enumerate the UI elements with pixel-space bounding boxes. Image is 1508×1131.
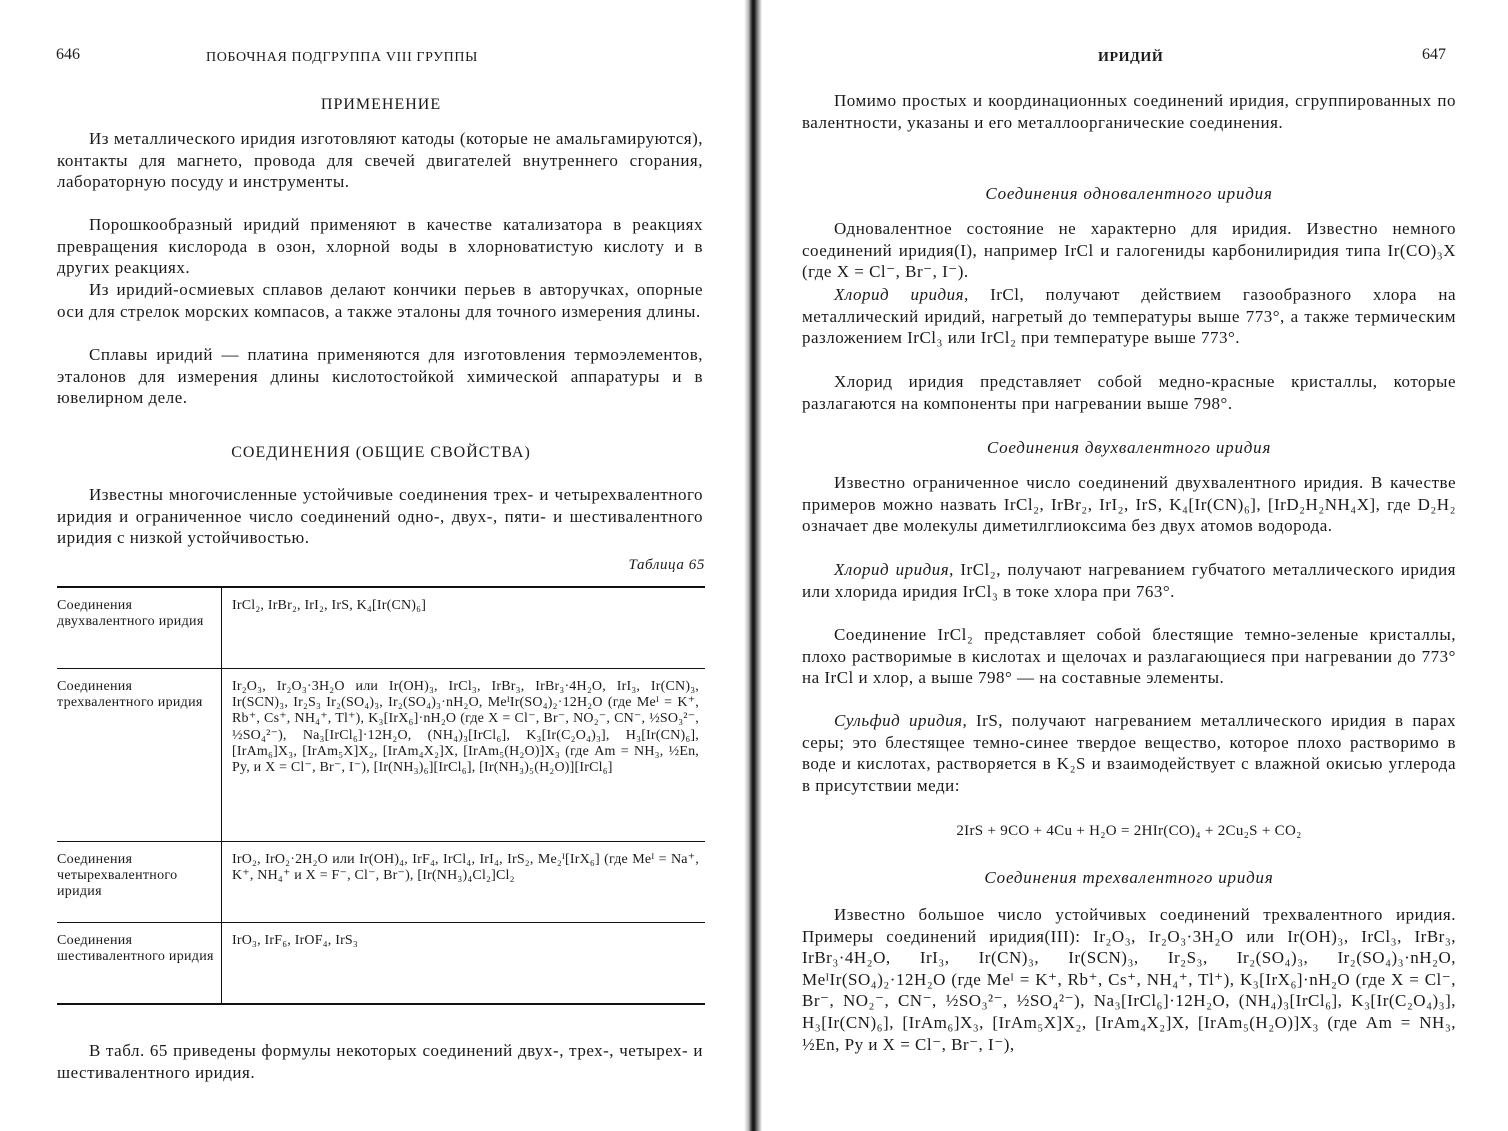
section-heading-trivalent: Соединения трехвалентного иридия: [984, 868, 1274, 887]
paragraph: Известно ограниченное число соединений двухвалентного иридия. В качестве примеров можно назвать IrCl₂, IrBr₂, IrI₂, IrS, K₄[Ir(CN)₆], [IrD₂H₂NH₄X], где D₂H₂ означает две молекулы диметилглиоксима без двух атомов водорода.: [802, 473, 1456, 536]
table-row: [57, 842, 705, 923]
table-cell-label: Соединения двухвалентного иридия: [57, 587, 222, 669]
table-cell-content: IrO₃, IrF₆, IrOF₄, IrS₃: [222, 923, 706, 1005]
table-row: [57, 923, 705, 1005]
page-number: 646: [56, 46, 80, 63]
table-cell-label: Соединения трехвалентного иридия: [57, 669, 222, 842]
paragraph: [802, 559, 1456, 602]
section-heading-monovalent: Соединения одновалентного иридия: [985, 184, 1273, 203]
paragraph: Одновалентное состояние не характерно для иридия. Известно немного соединений иридия(I), например IrCl и галогениды карбонилиридия типа Ir(CO)₃X (где X = Cl⁻, Br⁻, I⁻).: [802, 219, 1456, 282]
term: Сульфид иридия,: [834, 711, 968, 730]
compounds-table: [57, 586, 705, 1005]
table-cell-label: Соединения четырехвалентного иридия: [57, 842, 222, 923]
paragraph-text: IrCl, получают действием газообразного хлора на металлический иридий, нагретый до температуры выше 773°, а также термическим разложением IrCl₃ или IrCl₂ при температуре выше 773°.: [802, 285, 1456, 348]
table-row: [57, 669, 705, 842]
paragraph-text: IrCl₂, получают нагреванием губчатого металлического иридия или хлорида иридия IrCl₃ в токе хлора при 763°.: [802, 560, 1456, 601]
section-heading-application: ПРИМЕНЕНИЕ: [320, 96, 442, 113]
paragraph: Известны многочисленные устойчивые соединения трех- и четырехвалентного иридия и ограниченное число соединений одно-, двух-, пяти- и шестивалентного иридия с низкой устойчивостью.: [57, 485, 703, 548]
paragraph: [802, 284, 1456, 349]
table-row: [57, 587, 705, 669]
book-spine: [744, 0, 762, 1131]
paragraph: Соединение IrCl₂ представляет собой блестящие темно-зеленые кристаллы, плохо растворимые в кислотах и щелочах и разлагающиеся при нагревании до 773° на IrCl и хлор, а выше 798° — на составные элементы.: [802, 625, 1456, 688]
paragraph: [802, 710, 1456, 796]
term: Хлорид иридия,: [834, 560, 954, 579]
term: Хлорид иридия,: [834, 285, 969, 304]
table-caption: Таблица 65: [628, 557, 705, 573]
section-heading-divalent: Соединения двухвалентного иридия: [986, 438, 1272, 457]
paragraph: Хлорид иридия представляет собой медно-красные кристаллы, которые разлагаются на компоненты при нагревании выше 798°.: [802, 372, 1456, 413]
running-head: ИРИДИЙ: [1098, 50, 1164, 65]
paragraph: Сплавы иридий — платина применяются для изготовления термоэлементов, эталонов для измерения длины кислотостойкой химической аппаратуры и в ювелирном деле.: [57, 345, 703, 408]
running-head: ПОБОЧНАЯ ПОДГРУППА VIII ГРУППЫ: [206, 50, 478, 65]
paragraph-text: IrS, получают нагреванием металлического иридия в парах серы; это блестящее темно-синее твердое вещество, которое плохо растворимо в воде и кислотах, растворяется в K₂S и взаимодействует с влажной окисью углерода в присутствии меди:: [802, 711, 1457, 795]
section-heading-compounds: СОЕДИНЕНИЯ (ОБЩИЕ СВОЙСТВА): [231, 444, 531, 461]
table-cell-content: IrO₂, IrO₂·2H₂O или Ir(OH)₄, IrF₄, IrCl₄, IrI₄, IrS₂, Me₂ᴵ[IrX₆] (где Meᴵ = Na⁺, K⁺, NH₄⁺ и X = F⁻, Cl⁻, Br⁻), [Ir(NH₃)₄Cl₂]Cl₂: [222, 842, 706, 923]
paragraph: Помимо простых и координационных соединений иридия, сгруппированных по валентности, указаны и его металлоорганические соединения.: [802, 91, 1456, 132]
paragraph: Из металлического иридия изготовляют катоды (которые не амальгамируются), контакты для магнето, провода для свечей двигателей внутреннего сгорания, лабораторную посуду и инструменты.: [57, 129, 703, 192]
table-cell-content: IrCl₂, IrBr₂, IrI₂, IrS, K₄[Ir(CN)₆]: [232, 598, 427, 613]
page-number: 647: [1422, 46, 1446, 63]
chemical-equation: 2IrS + 9CO + 4Cu + H₂O = 2HIr(CO)₄ + 2Cu₂S + CO₂: [956, 823, 1302, 839]
paragraph: В табл. 65 приведены формулы некоторых соединений двух-, трех-, четырех- и шестивалентного иридия.: [57, 1041, 703, 1082]
paragraph: Известно большое число устойчивых соединений трехвалентного иридия. Примеры соединений иридия(III): Ir₂O₃, Ir₂O₃·3H₂O или Ir(OH)₃, IrCl₃, IrBr₃, IrBr₃·4H₂O, IrI₃, Ir(CN)₃, Ir(SCN)₃, Ir₂S₃, Ir₂(SO₄)₃, Ir₂(SO₄)₃·nH₂O, MeᴵIr(SO₄)₂·12H₂O (где Meᴵ = K⁺, Rb⁺, Cs⁺, NH₄⁺, Tl⁺), K₃[IrX₆]·nH₂O (где X = Cl⁻, Br⁻, NO₂⁻, CN⁻, ½SO₃²⁻, ½SO₄²⁻), Na₃[IrCl₆]·12H₂O, (NH₄)₃[IrCl₆], K₃[Ir(C₂O₄)₃], H₃[Ir(CN)₆], [IrAm₆]X₃, [IrAm₅X]X₂, [IrAm₄X₂]X, [IrAm₅(H₂O)]X₃ (где Am = NH₃, ½En, Py и X = Cl⁻, Br⁻, I⁻),: [802, 905, 1456, 1054]
paragraph: Из иридий-осмиевых сплавов делают кончики перьев в авторучках, опорные оси для стрелок морских компасов, а также эталоны для точного измерения длины.: [57, 280, 703, 321]
left-page: [0, 0, 740, 1131]
paragraph: Порошкообразный иридий применяют в качестве катализатора в реакциях превращения кислорода в озон, хлорной воды в хлорноватистую кислоту и в других реакциях.: [57, 215, 703, 278]
table-cell-label: Соединения шестивалентного иридия: [57, 923, 222, 1005]
table-cell-content: Ir₂O₃, Ir₂O₃·3H₂O или Ir(OH)₃, IrCl₃, IrBr₃, IrBr₃·4H₂O, IrI₃, Ir(CN)₃, Ir(SCN)₃, Ir₂S₃ Ir₂(SO₄)₃, Ir₂(SO₄)₃·nH₂O, MeᴵIr(SO₄)₂·12H₂O (где Meᴵ = K⁺, Rb⁺, Cs⁺, NH₄⁺, Tl⁺), K₃[IrX₆]·nH₂O (где X = Cl⁻, Br⁻, NO₂⁻, CN⁻, ½SO₃²⁻, ½SO₄²⁻), Na₃[IrCl₆]·12H₂O, (NH₄)₃[IrCl₆], K₃[Ir(C₂O₄)₃], H₃[Ir(CN)₆], [IrAm₆]X₃, [IrAm₅X]X₂, [IrAm₄X₂]X, [IrAm₅(H₂O)]X₃ (где Am = NH₃, ½En, Py, и X = Cl⁻, Br⁻, I⁻), [Ir(NH₃)₆][IrCl₆], [Ir(NH₃)₅(H₂O)][IrCl₆]: [222, 669, 706, 842]
right-page: [770, 0, 1508, 1131]
